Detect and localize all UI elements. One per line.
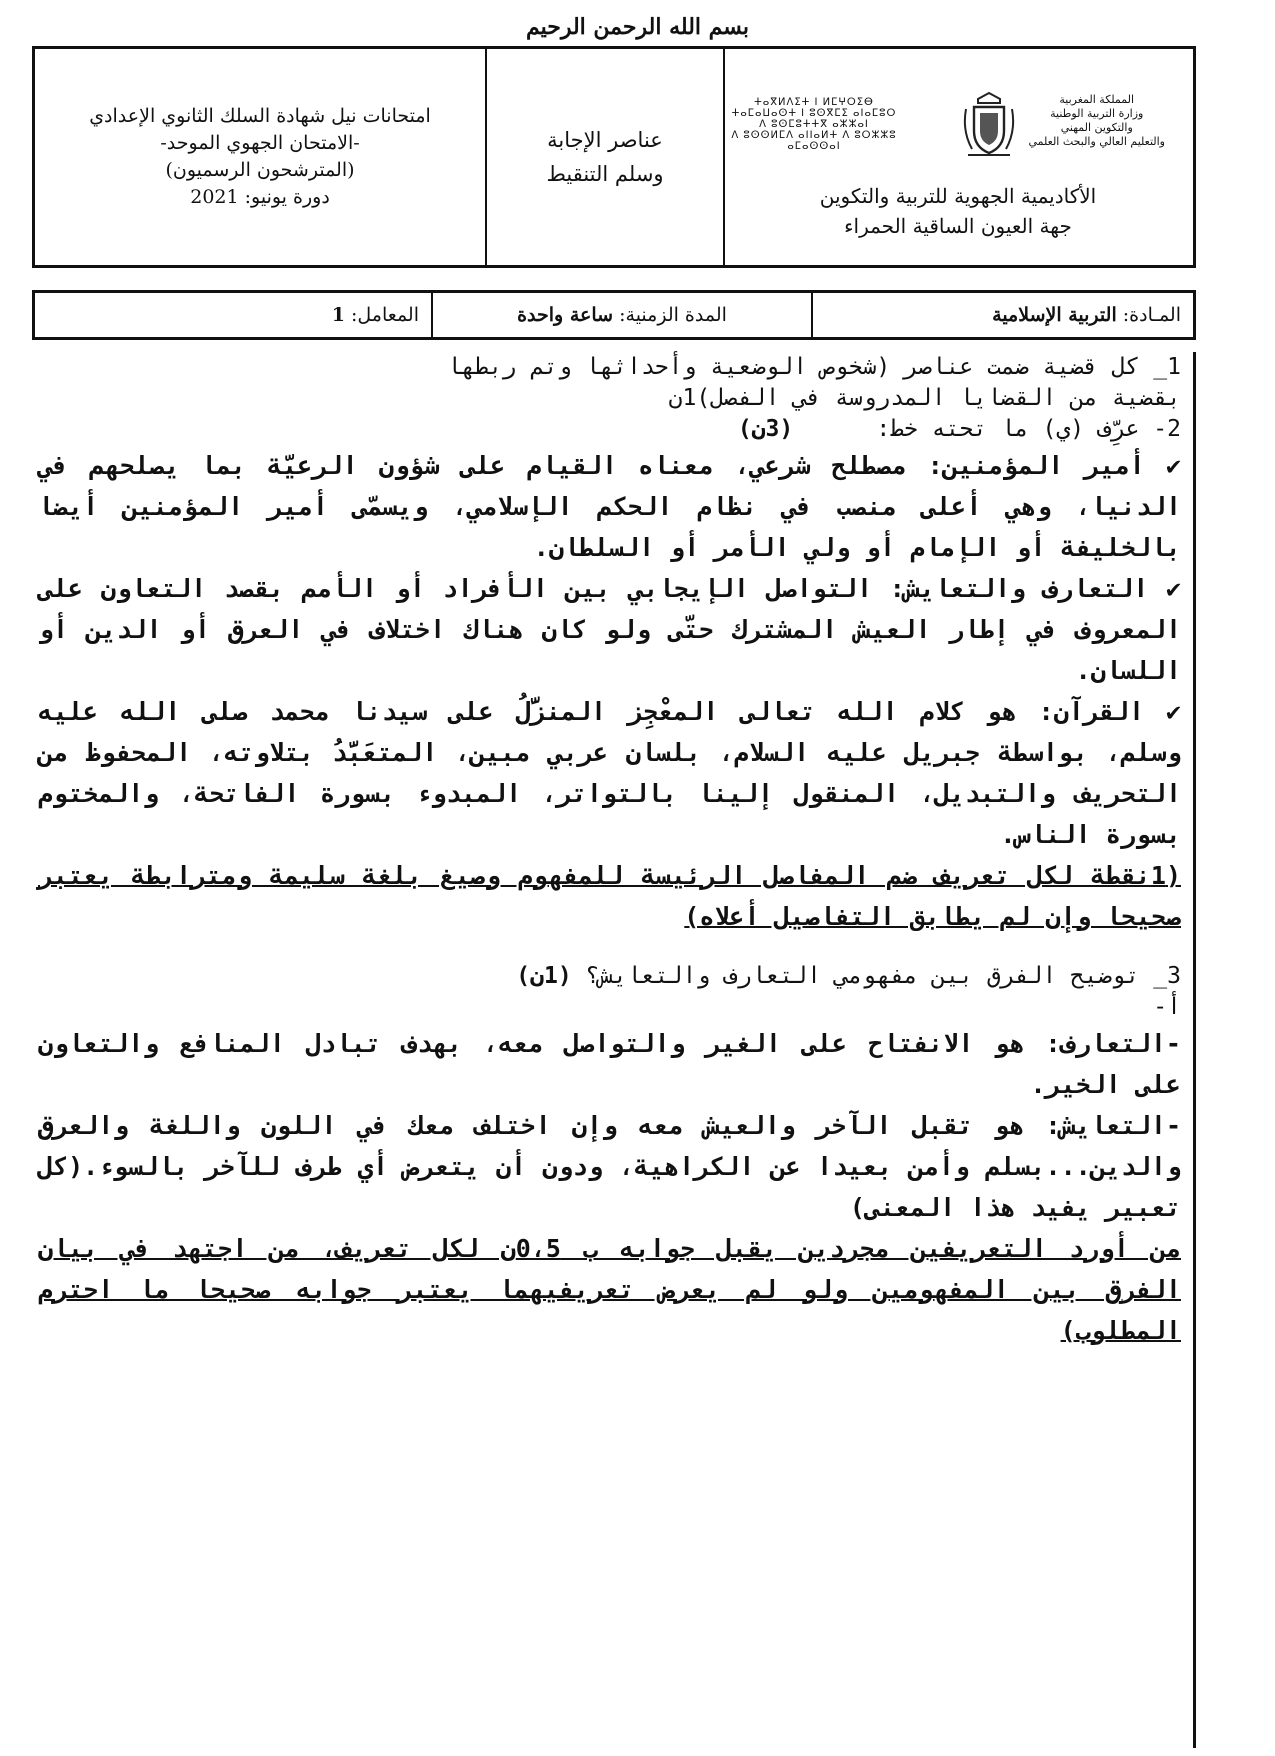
coefficient-label: المعامل:: [351, 304, 419, 326]
tifinagh-line: ⴷ ⵓⵙⵎⵓⵜⵜⴳ ⴰⵣⵣⴰⵏ: [759, 119, 869, 130]
question-1-line-2: بقضية من القضايا المدروسة في الفصل)1ن: [668, 385, 1181, 411]
exam-header: [32, 46, 1196, 268]
answer-taaruf: -التعارف: هو الانفتاح على الغير والتواصل معه، بهدف تبادل المنافع والتعاون على الخير.: [38, 1029, 1181, 1099]
exam-line-2: -الامتحان الجهوي الموحد-: [160, 132, 360, 154]
tifinagh-block: [725, 97, 903, 152]
duration-cell: [431, 293, 811, 337]
doc-type-line-1: عناصر الإجابة: [547, 128, 663, 152]
subject-label: المـادة:: [1122, 304, 1181, 326]
question-2-text: 2- عرِّف (ي) ما تحته خط:: [876, 416, 1181, 442]
exam-line-1: امتحانات نيل شهادة السلك الثانوي الإعدادي: [89, 105, 431, 127]
ministry-line: والتعليم العالي والبحث العلمي: [1028, 135, 1165, 148]
coefficient-value: 1: [331, 304, 345, 326]
question-3-text: 3_ توضيح الفرق بين مفهومي التعارف والتعايش؟: [585, 963, 1181, 989]
question-1-line-1: 1_ كل قضية ضمت عناصر (شخوص الوضعية وأحداثها وتم ربطها: [447, 354, 1181, 380]
question-2-prompt: [38, 414, 1181, 445]
tifinagh-line: ⵜⴰⴳⵍⴷⵉⵜ ⵏ ⵍⵎⵖⵔⵉⴱ: [754, 97, 874, 108]
bismillah: بسم الله الرحمن الرحيم: [525, 14, 750, 40]
definition-taaruf-taayush: ✔ التعارف والتعايش: التواصل الإيجابي بين الأفراد أو الأمم بقصد التعاون على المعروف في إطار العيش المشترك حتّى ولو كان هناك اختلاف في العرق أو الدين أو اللسان.: [38, 574, 1181, 685]
coefficient-cell: [35, 293, 431, 337]
spacer: [38, 937, 1181, 961]
tifinagh-line: ⵜⴰⵎⴰⵡⴰⵙⵜ ⵏ ⵓⵙⴳⵎⵉ ⴰⵏⴰⵎⵓⵔ: [731, 108, 897, 119]
question-2-points: (3ن): [737, 416, 794, 442]
ministry-block: [1028, 93, 1165, 149]
definition-amir-al-muminin: ✔ أمير المؤمنين: مصطلح شرعي، معناه القيام على شؤون الرعيّة بما يصلحهم في الدنيا، وهي أعلى منصب في نظام الحكم الإسلامي، ويسمّى أمير المؤمنين أيضا بالخليفة أو الإمام أو ولي الأمر أو السلطان.: [38, 451, 1181, 562]
q3-grading-note: من أورد التعريفين مجردين يقبل جوابه ب 0،5ن لكل تعريف، من اجتهد في بيان الفرق بين المفهومين ولو لم يعرض تعريفيهما يعتبر جوابه صحيحا ما احترم المطلوب): [38, 1234, 1181, 1345]
exam-info-cell: [35, 49, 485, 265]
question-3-sub-label: أ-: [1153, 994, 1181, 1020]
academy-title: الأكاديمية الجهوية للتربية والتكوين: [819, 184, 1097, 208]
ministry-line: والتكوين المهني: [1060, 121, 1133, 134]
subject-info-bar: [32, 290, 1196, 340]
region-title: جهة العيون الساقية الحمراء: [844, 214, 1072, 238]
definition-quran: ✔ القرآن: هو كلام الله تعالى المعْجِز المنزَّلُ على سيدنا محمد صلى الله عليه وسلم، بواسطة جبريل عليه السلام، بلسان عربي مبين، المتعَبَّدُ بتلاوته، المحفوظ من التحريف والتبديل، المنقول إلينا بالتواتر، المبدوء بسورة الفاتحة، والمختوم بسورة الناس.: [38, 697, 1181, 849]
answer-text: [38, 352, 1181, 1351]
q2-grading-note: (1نقطة لكل تعريف ضم المفاصل الرئيسة للمفهوم وصيغ بلغة سليمة ومترابطة يعتبر صحيحا وإن لم يطابق التفاصيل أعلاه): [38, 861, 1181, 931]
subject-cell: [811, 293, 1193, 337]
question-3-points: (1ن): [516, 963, 572, 989]
doc-type-line-2: وسلم التنقيط: [546, 162, 664, 186]
duration-value: ساعة واحدة: [517, 304, 614, 326]
subject-value: التربية الإسلامية: [992, 304, 1117, 326]
doc-type-cell: [485, 49, 723, 265]
tifinagh-line: ⴷ ⵓⵙⵙⵍⵎⴷ ⴰⵏⵏⴰⵍⵜ ⴷ ⵓⵔⵣⵣⵓ ⴰⵎⴰⵙⵙⴰⵏ: [731, 130, 897, 152]
answer-body: [38, 352, 1196, 1748]
duration-label: المدة الزمنية:: [619, 304, 727, 326]
exam-line-4: دورة يونيو: 2021: [190, 186, 330, 208]
academy-cell: [723, 49, 1193, 265]
ministry-line: وزارة التربية الوطنية: [1050, 107, 1144, 120]
answer-taayush: -التعايش: هو تقبل الآخر والعيش معه وإن اختلف معك في اللون واللغة والعرق والدين...بسلم وأمن بعيدا عن الكراهية، ودون أن يتعرض أي طرف للآخر بالسوء.(كل تعبير يفيد هذا المعنى): [38, 1111, 1181, 1222]
question-3-prompt: [38, 961, 1181, 992]
ministry-line: المملكة المغربية: [1059, 93, 1135, 106]
exam-line-3: (المترشحون الرسميون): [165, 159, 355, 181]
academy-name: [723, 181, 1193, 241]
coat-of-arms-icon: [960, 87, 1018, 161]
